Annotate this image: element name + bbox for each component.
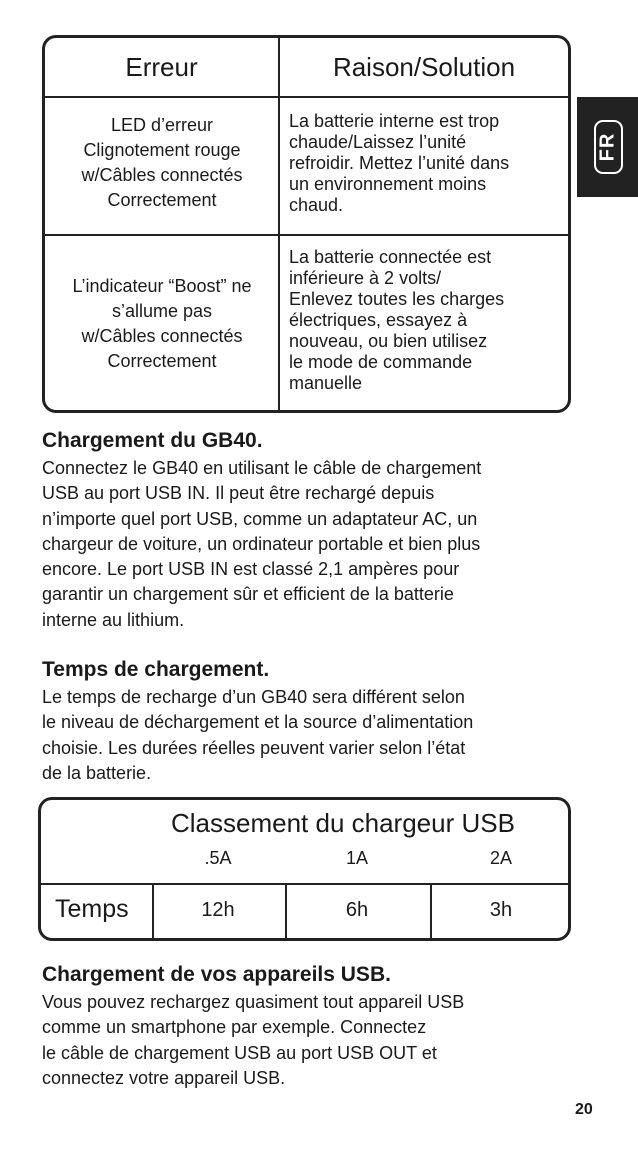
section-heading-charging: Chargement du GB40. (42, 429, 263, 452)
header-error: Erreur (125, 51, 198, 82)
language-tab (577, 97, 638, 197)
usb-table-divider (41, 883, 568, 885)
usb-charge-table (38, 797, 571, 941)
usb-rating: 2A (489, 848, 513, 868)
usb-time: 6h (345, 899, 369, 921)
solution-cell-1: La batterie interne est trop chaude/Laissez l’unité refroidir. Mettez l’unité dans un environnement moins chaud. (289, 111, 510, 215)
error-cell-2: L’indicateur “Boost” ne s’allume pas w/Câbles connectés Correctement (72, 276, 252, 371)
section-text-charge-time: Le temps de recharge d’un GB40 sera différent selon le niveau de déchargement et la source d’alimentation choisie. Les durées réelles peuvent varier selon l’état de la batterie. (42, 687, 474, 783)
usb-row-label: Temps (55, 895, 129, 923)
usb-rating: .5A (204, 848, 232, 868)
usb-table-col-divider (152, 883, 154, 938)
section-text-usb-devices: Vous pouvez rechargez quasiment tout appareil USB comme un smartphone par exemple. Connectez le câble de chargement USB au port USB OUT et connectez votre appareil USB. (42, 992, 465, 1088)
header-divider (45, 96, 568, 98)
row-divider (45, 234, 568, 236)
usb-rating: 1A (345, 848, 369, 868)
usb-table-title: Classement du chargeur USB (171, 808, 515, 838)
error-cell-1: LED d’erreur Clignotement rouge w/Câbles connectés Correctement (81, 115, 243, 210)
usb-table-col-divider (430, 883, 432, 938)
section-text-charging: Connectez le GB40 en utilisant le câble de chargement USB au port USB IN. Il peut être rechargé depuis n’importe quel port USB, comme un adaptateur AC, un chargeur de voiture, un ordinateur portable et bien plus encore. Le port USB IN est classé 2,1 ampères pour garantir un chargement sûr et efficient de la batterie interne au lithium. (42, 458, 482, 630)
usb-table-col-divider (285, 883, 287, 938)
page-number: 20 (575, 1101, 593, 1118)
error-table (42, 35, 571, 413)
solution-cell-2: La batterie connectée est inférieure à 2 volts/ Enlevez toutes les charges électriques, essayez à nouveau, ou bien utilisez le mode de commande manuelle (289, 247, 505, 393)
header-solution: Raison/Solution (332, 51, 516, 82)
usb-time: 3h (489, 899, 513, 921)
language-tab-label: FR (596, 132, 618, 162)
usb-time: 12h (201, 899, 235, 921)
section-heading-charge-time: Temps de chargement. (42, 658, 270, 681)
section-heading-usb-devices: Chargement de vos appareils USB. (42, 963, 391, 986)
